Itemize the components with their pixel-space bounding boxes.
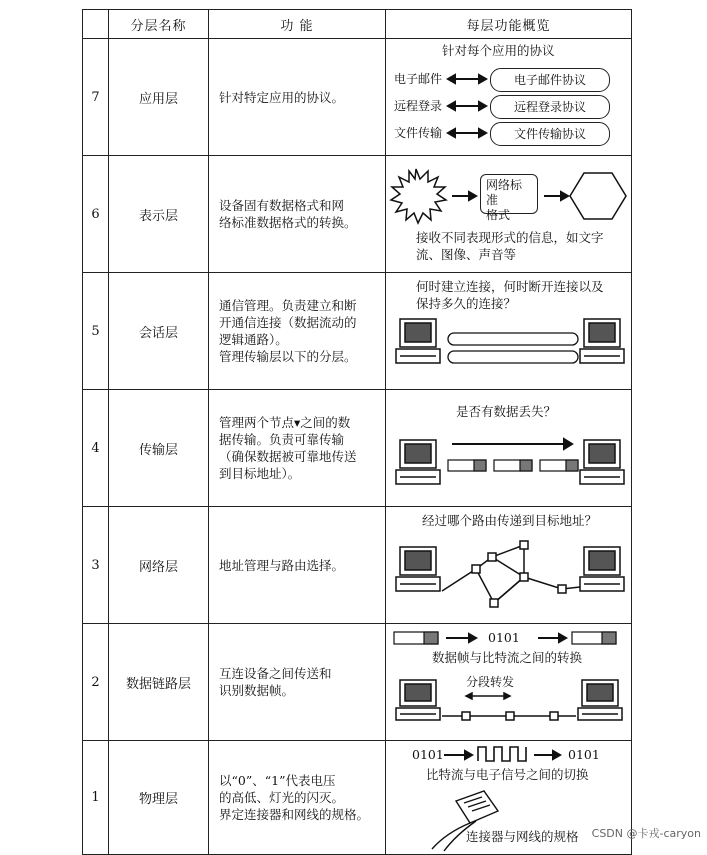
protocol-pill-remote-login: 远程登录协议 — [490, 95, 610, 119]
layer-number: 7 — [83, 39, 109, 156]
header-layer-name: 分层名称 — [109, 10, 209, 39]
app-label-remote-login: 远程登录 — [394, 99, 443, 113]
frame-left — [394, 632, 438, 644]
function-line: 设备固有数据格式和网 — [219, 198, 345, 213]
computer-icon-right — [580, 440, 624, 484]
connection-pipes — [448, 333, 578, 363]
starburst-shape — [391, 169, 446, 223]
header-overview: 每层功能概览 — [386, 10, 632, 39]
header-num — [83, 10, 109, 39]
overview-caption: 数据帧与比特流之间的转换 — [432, 650, 583, 665]
transfer-arrow — [452, 439, 572, 449]
computer-icon-left — [396, 547, 440, 591]
network-diagram — [386, 507, 632, 623]
app-label-email: 电子邮件 — [394, 72, 443, 86]
function-line: 识别数据帧。 — [219, 683, 295, 698]
layer-overview — [386, 390, 632, 507]
layer-function — [209, 273, 386, 390]
layer-number: 1 — [83, 741, 109, 855]
bits-right-label: 0101 — [568, 747, 600, 762]
layer-name: 应用层 — [109, 39, 209, 156]
csdn-watermark: CSDN @卡戎-caryon — [591, 827, 701, 840]
overview-caption: 接收不同表现形式的信息，如文字 — [416, 230, 604, 245]
function-line: 管理两个节点▾之间的数 — [219, 415, 351, 430]
overview-question: 保持多久的连接？ — [416, 296, 517, 311]
osi-layer-table — [82, 9, 632, 855]
transport-diagram — [386, 390, 632, 506]
layer-overview — [386, 507, 632, 624]
layer-name: 会话层 — [109, 273, 209, 390]
function-line: 针对特定应用的协议。 — [219, 89, 345, 105]
overview-question: 是否有数据丢失？ — [456, 404, 557, 419]
layer-number: 2 — [83, 624, 109, 741]
layer-number: 5 — [83, 273, 109, 390]
layer-row-7 — [83, 39, 632, 156]
function-line: 开通信连接（数据流动的 — [219, 315, 357, 330]
function-line: 的高低、灯光的闪灭。 — [219, 790, 345, 805]
layer-name: 网络层 — [109, 507, 209, 624]
layer-name: 数据链路层 — [109, 624, 209, 741]
square-wave-signal — [478, 747, 526, 761]
overview-title: 针对每个应用的协议 — [442, 43, 555, 58]
header-function: 功 能 — [209, 10, 386, 39]
function-line: 界定连接器和网线的规格。 — [219, 807, 370, 822]
layer-overview — [386, 624, 632, 741]
layer-function — [209, 156, 386, 273]
function-line: 据传输。负责可靠传输 — [219, 432, 345, 447]
function-line: 逻辑通路）。 — [219, 332, 288, 347]
overview-caption: 流、图像、声音等 — [416, 247, 517, 262]
overview-question: 何时建立连接，何时断开连接以及 — [416, 279, 604, 294]
layer-name: 传输层 — [109, 390, 209, 507]
layer-name: 物理层 — [109, 741, 209, 855]
computer-icon-right — [580, 547, 624, 591]
function-line: 通信管理。负责建立和断 — [219, 298, 357, 313]
layer-overview — [386, 39, 632, 156]
overview-caption: 连接器与网线的规格 — [466, 829, 579, 844]
frame-right — [572, 632, 616, 644]
overview-caption: 比特流与电子信号之间的切换 — [426, 767, 589, 782]
layer-number: 4 — [83, 390, 109, 507]
function-line: 管理传输层以下的分层。 — [219, 349, 357, 364]
function-line: 络标准数据格式的转换。 — [219, 215, 357, 230]
layer-name: 表示层 — [109, 156, 209, 273]
protocol-pill-email: 电子邮件协议 — [490, 68, 610, 92]
function-line: 以“0”、“1”代表电压 — [219, 773, 336, 788]
layer-row-1 — [83, 741, 632, 855]
bits-left-label: 0101 — [412, 747, 444, 762]
app-label-file-transfer: 文件传输 — [394, 126, 443, 140]
layer-row-6 — [83, 156, 632, 273]
layer-row-3 — [83, 507, 632, 624]
computer-icon-right — [578, 680, 622, 720]
bits-label: 0101 — [488, 630, 520, 645]
session-diagram — [386, 273, 632, 389]
computer-icon-right — [580, 319, 624, 363]
header-row — [83, 10, 632, 39]
function-line: 到目标地址）。 — [219, 466, 301, 481]
function-line: （确保数据被可靠地传送 — [219, 449, 357, 464]
hexagon-shape — [570, 173, 626, 219]
layer-overview — [386, 273, 632, 390]
layer-row-5 — [83, 273, 632, 390]
network-standard-format-box: 网络标准 格式 — [480, 174, 538, 214]
function-line: 地址管理与路由选择。 — [219, 557, 345, 573]
layer-row-2 — [83, 624, 632, 741]
layer-function — [209, 741, 386, 855]
layer-function — [209, 624, 386, 741]
computer-icon-left — [396, 319, 440, 363]
function-line: 互连设备之间传送和 — [219, 666, 332, 681]
layer-function — [209, 507, 386, 624]
route-lines — [442, 545, 580, 603]
computer-icon-left — [396, 440, 440, 484]
layer-overview — [386, 156, 632, 273]
computer-icon-left — [396, 680, 440, 720]
data-segments — [448, 460, 578, 471]
layer-function — [209, 390, 386, 507]
overview-question: 经过哪个路由传递到目标地址？ — [422, 513, 598, 528]
layer-row-4 — [83, 390, 632, 507]
layer-number: 6 — [83, 156, 109, 273]
layer-function — [209, 39, 386, 156]
segment-forward-label: 分段转发 — [466, 675, 515, 689]
layer-number: 3 — [83, 507, 109, 624]
protocol-pill-file-transfer: 文件传输协议 — [490, 122, 610, 146]
